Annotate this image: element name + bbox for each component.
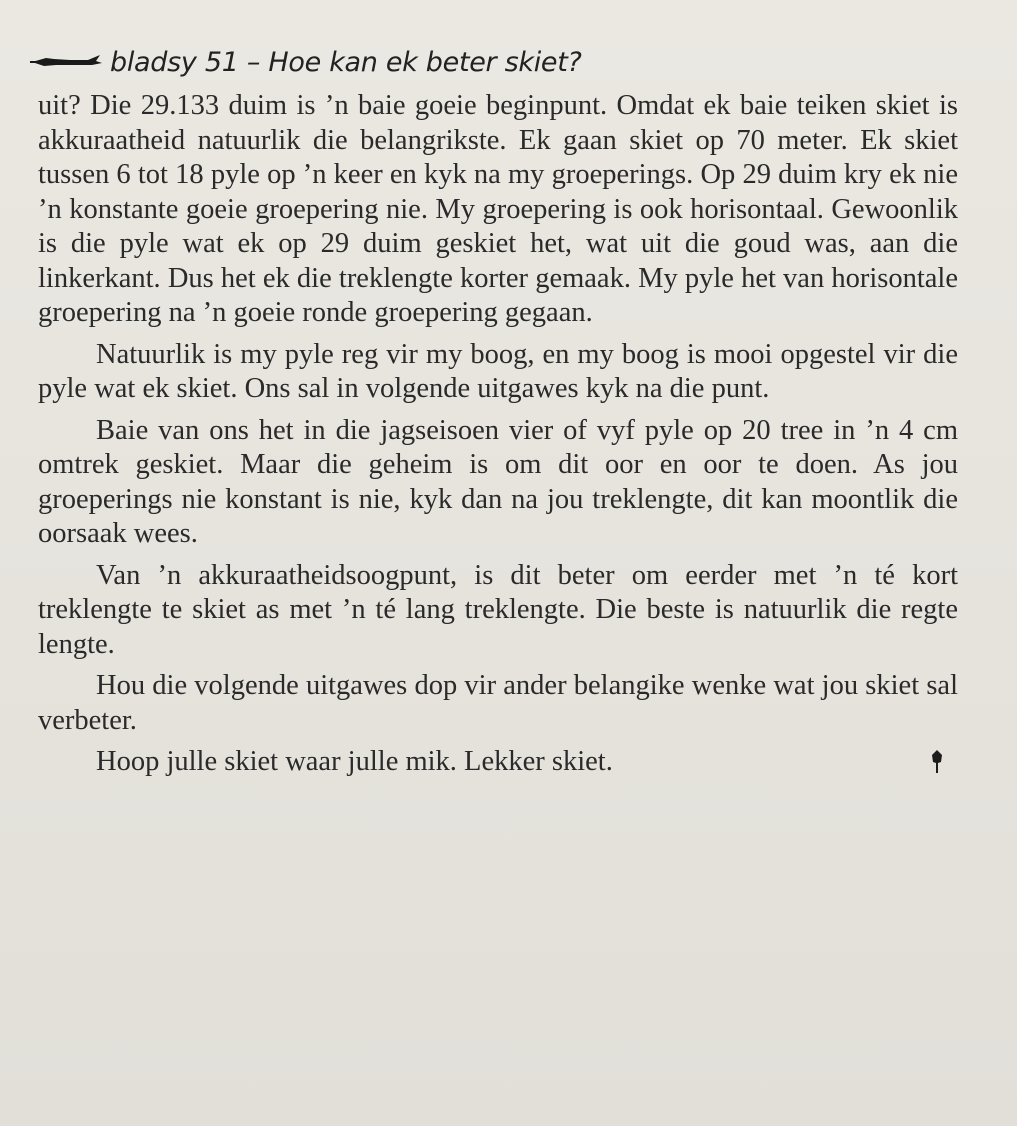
arrow-icon <box>30 51 104 73</box>
closing-paragraph-text: Hoop julle skiet waar julle mik. Lekker skiet. <box>96 746 613 777</box>
paragraph: uit? Die 29.133 duim is ’n baie goeie beginpunt. Omdat ek baie teiken skiet is akkuraatheid natuurlik die belangrikste. Ek gaan skiet op 70 meter. Ek skiet tussen 6 tot 18 pyle op ’n keer en kyk na my groeperings. Op 29 duim kry ek nie ’n konstante goeie groepering nie. My groepering is ook horisontaal. Gewoonlik is die pyle wat ek op 29 duim geskiet het, wat uit die goud was, aan die linkerkant. Dus het ek die treklengte korter gemaak. My pyle het van horisontale groepering na ’n goeie ronde groepering gegaan. <box>38 90 958 328</box>
closing-paragraph <box>38 745 958 780</box>
paragraph: Van ’n akkuraatheidsoogpunt, is dit beter om eerder met ’n té kort treklengte te skiet as met ’n té lang treklengte. Die beste is natuurlik die regte lengte. <box>38 559 958 660</box>
paragraph: Natuurlik is my pyle reg vir my boog, en my boog is mooi opgestel vir die pyle wat ek skiet. Ons sal in volgende uitgawes kyk na die punt. <box>38 338 958 404</box>
paragraph: Hou die volgende uitgawes dop vir ander belangike wenke wat jou skiet sal verbeter. <box>38 670 958 736</box>
article-body <box>38 89 958 787</box>
arrowhead-end-mark-icon <box>930 749 944 775</box>
paragraph: Baie van ons het in die jagseisoen vier of vyf pyle op 20 tree in ’n 4 cm omtrek geskiet. Maar die geheim is om dit oor en oor te doen. As jou groeperings nie konstant is nie, kyk dan na jou treklengte, dit kan moontlik die oorsaak wees. <box>38 414 958 549</box>
page-header-text: bladsy 51 – Hoe kan ek beter skiet? <box>110 46 582 78</box>
page-header <box>30 42 582 82</box>
